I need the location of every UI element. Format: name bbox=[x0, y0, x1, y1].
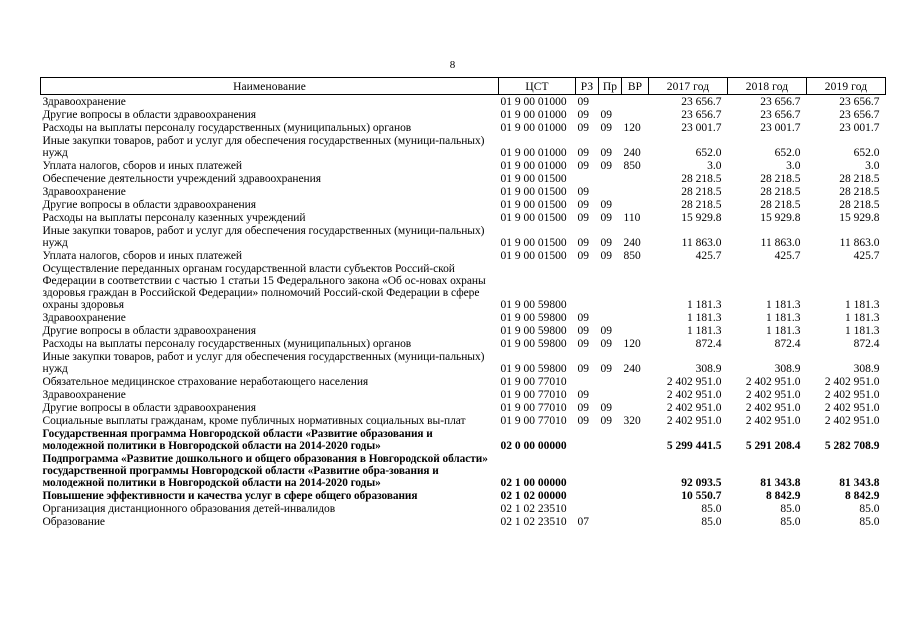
cell-cst: 01 9 00 77010 bbox=[500, 376, 567, 388]
table-row bbox=[41, 311, 886, 324]
cell-rz: 09 bbox=[577, 415, 589, 427]
cell-name: Здравоохранение bbox=[42, 312, 126, 324]
cell-y2018: 2 402 951.0 bbox=[745, 389, 801, 401]
cell-pr bbox=[599, 311, 622, 324]
cell-name: Повышение эффективности и качества услуг в сфере общего образования bbox=[42, 490, 418, 502]
cell-pr: 09 bbox=[600, 109, 612, 121]
cell-vr bbox=[622, 515, 649, 528]
cell-y2018: 3.0 bbox=[786, 160, 801, 172]
cell-y2019: 81 343.8 bbox=[839, 477, 880, 489]
header-2017: 2017 год bbox=[649, 78, 728, 95]
cell-y2017: 2 402 951.0 bbox=[666, 415, 722, 427]
cell-vr: 320 bbox=[623, 415, 641, 427]
cell-rz: 09 bbox=[577, 109, 589, 121]
cell-y2018: 85.0 bbox=[780, 516, 801, 528]
table-body bbox=[41, 95, 886, 529]
cell-y2019: 425.7 bbox=[853, 250, 880, 262]
cell-pr: 09 bbox=[600, 160, 612, 172]
cell-rz: 09 bbox=[577, 212, 589, 224]
cell-rz: 09 bbox=[577, 237, 589, 249]
cell-y2017: 1 181.3 bbox=[687, 325, 722, 337]
cell-pr bbox=[599, 489, 622, 502]
cell-pr: 09 bbox=[600, 199, 612, 211]
cell-cst: 02 1 02 23510 bbox=[500, 516, 567, 528]
table-row bbox=[41, 388, 886, 401]
cell-vr bbox=[622, 262, 649, 311]
cell-y2019: 1 181.3 bbox=[845, 325, 880, 337]
cell-y2018: 2 402 951.0 bbox=[745, 376, 801, 388]
cell-y2018: 872.4 bbox=[774, 338, 801, 350]
cell-name: Социальные выплаты гражданам, кроме публичных нормативных социальных вы-плат bbox=[42, 415, 466, 427]
cell-rz: 09 bbox=[577, 363, 589, 375]
cell-vr bbox=[622, 95, 649, 109]
cell-vr bbox=[622, 401, 649, 414]
header-2018: 2018 год bbox=[728, 78, 807, 95]
cell-cst: 01 9 00 01500 bbox=[500, 212, 567, 224]
cell-y2019: 2 402 951.0 bbox=[824, 389, 880, 401]
cell-y2017: 308.9 bbox=[695, 363, 722, 375]
table-row bbox=[41, 134, 886, 159]
cell-y2017: 1 181.3 bbox=[687, 312, 722, 324]
cell-y2017: 28 218.5 bbox=[681, 186, 722, 198]
page-number: 8 bbox=[449, 59, 456, 71]
cell-rz bbox=[576, 262, 599, 311]
cell-cst: 01 9 00 77010 bbox=[500, 415, 567, 427]
cell-name: Иные закупки товаров, работ и услуг для обеспечения государственных (муници-пальных) нужд bbox=[42, 135, 485, 159]
cell-y2017: 85.0 bbox=[701, 503, 722, 515]
cell-pr bbox=[599, 427, 622, 452]
header-cst: ЦСТ bbox=[499, 78, 576, 95]
cell-y2019: 23 656.7 bbox=[839, 109, 880, 121]
cell-y2019: 11 863.0 bbox=[839, 237, 880, 249]
cell-rz bbox=[576, 375, 599, 388]
cell-y2019: 652.0 bbox=[853, 147, 880, 159]
table-row bbox=[41, 211, 886, 224]
table-row bbox=[41, 414, 886, 427]
cell-y2018: 652.0 bbox=[774, 147, 801, 159]
cell-name: Иные закупки товаров, работ и услуг для обеспечения государственных (муници-пальных) нужд bbox=[42, 351, 485, 375]
cell-y2019: 2 402 951.0 bbox=[824, 415, 880, 427]
cell-vr bbox=[622, 198, 649, 211]
cell-y2017: 23 656.7 bbox=[681, 109, 722, 121]
cell-cst: 01 9 00 77010 bbox=[500, 402, 567, 414]
budget-table bbox=[40, 77, 886, 528]
table-row bbox=[41, 262, 886, 311]
cell-y2019: 85.0 bbox=[859, 503, 880, 515]
cell-pr: 09 bbox=[600, 325, 612, 337]
cell-name: Государственная программа Новгородской области «Развитие образования и молодежной политики в Новгородской области на 2014-2020 годы» bbox=[42, 428, 433, 452]
cell-rz: 09 bbox=[577, 186, 589, 198]
table-row bbox=[41, 489, 886, 502]
cell-y2019: 3.0 bbox=[865, 160, 880, 172]
cell-y2019: 2 402 951.0 bbox=[824, 402, 880, 414]
cell-y2017: 425.7 bbox=[695, 250, 722, 262]
cell-y2018: 1 181.3 bbox=[766, 325, 801, 337]
cell-y2017: 28 218.5 bbox=[681, 173, 722, 185]
cell-y2018: 1 181.3 bbox=[766, 312, 801, 324]
cell-rz: 09 bbox=[577, 325, 589, 337]
cell-rz bbox=[576, 427, 599, 452]
cell-y2019: 15 929.8 bbox=[839, 212, 880, 224]
cell-cst: 01 9 00 01000 bbox=[500, 122, 567, 134]
cell-rz bbox=[576, 172, 599, 185]
cell-rz: 09 bbox=[577, 338, 589, 350]
cell-cst: 01 9 00 59800 bbox=[500, 363, 567, 375]
cell-y2018: 2 402 951.0 bbox=[745, 402, 801, 414]
cell-cst: 01 9 00 01500 bbox=[500, 237, 567, 249]
cell-vr bbox=[622, 108, 649, 121]
table-row bbox=[41, 224, 886, 249]
table-row bbox=[41, 95, 886, 109]
cell-name: Организация дистанционного образования детей-инвалидов bbox=[42, 503, 336, 515]
cell-pr: 09 bbox=[600, 415, 612, 427]
cell-vr bbox=[622, 489, 649, 502]
cell-rz bbox=[576, 502, 599, 515]
cell-pr: 09 bbox=[600, 122, 612, 134]
cell-cst: 02 1 02 23510 bbox=[500, 503, 567, 515]
cell-cst: 01 9 00 77010 bbox=[500, 389, 567, 401]
cell-pr: 09 bbox=[600, 237, 612, 249]
cell-y2019: 23 656.7 bbox=[839, 96, 880, 108]
table-row bbox=[41, 375, 886, 388]
cell-y2019: 23 001.7 bbox=[839, 122, 880, 134]
cell-rz: 09 bbox=[577, 389, 589, 401]
cell-name: Другие вопросы в области здравоохранения bbox=[42, 325, 256, 337]
cell-y2019: 1 181.3 bbox=[845, 299, 880, 311]
cell-y2017: 85.0 bbox=[701, 516, 722, 528]
cell-y2018: 15 929.8 bbox=[760, 212, 801, 224]
cell-y2017: 15 929.8 bbox=[681, 212, 722, 224]
cell-name: Расходы на выплаты персоналу государственных (муниципальных) органов bbox=[42, 338, 412, 350]
cell-y2018: 23 656.7 bbox=[760, 109, 801, 121]
cell-y2017: 92 093.5 bbox=[681, 477, 722, 489]
cell-name: Обеспечение деятельности учреждений здравоохранения bbox=[42, 173, 321, 185]
cell-y2017: 3.0 bbox=[707, 160, 722, 172]
cell-pr: 09 bbox=[600, 338, 612, 350]
table-row bbox=[41, 401, 886, 414]
table-row bbox=[41, 324, 886, 337]
cell-y2017: 5 299 441.5 bbox=[666, 440, 722, 452]
cell-y2018: 1 181.3 bbox=[766, 299, 801, 311]
cell-y2017: 2 402 951.0 bbox=[666, 402, 722, 414]
cell-y2017: 2 402 951.0 bbox=[666, 389, 722, 401]
cell-name: Обязательное медицинское страхование неработающего населения bbox=[42, 376, 369, 388]
cell-pr bbox=[599, 375, 622, 388]
cell-rz: 09 bbox=[577, 199, 589, 211]
cell-cst: 01 9 00 01500 bbox=[500, 173, 567, 185]
cell-pr: 09 bbox=[600, 250, 612, 262]
cell-vr: 240 bbox=[623, 147, 641, 159]
cell-y2017: 28 218.5 bbox=[681, 199, 722, 211]
cell-y2018: 308.9 bbox=[774, 363, 801, 375]
cell-cst: 01 9 00 01000 bbox=[500, 109, 567, 121]
table-row bbox=[41, 249, 886, 262]
cell-y2018: 23 656.7 bbox=[760, 96, 801, 108]
cell-pr bbox=[599, 262, 622, 311]
cell-y2019: 28 218.5 bbox=[839, 186, 880, 198]
cell-y2019: 8 842.9 bbox=[845, 490, 880, 502]
cell-y2018: 85.0 bbox=[780, 503, 801, 515]
cell-name: Уплата налогов, сборов и иных платежей bbox=[42, 250, 243, 262]
cell-pr bbox=[599, 388, 622, 401]
cell-pr bbox=[599, 172, 622, 185]
cell-rz bbox=[576, 452, 599, 489]
cell-pr bbox=[599, 452, 622, 489]
cell-pr: 09 bbox=[600, 363, 612, 375]
cell-y2019: 1 181.3 bbox=[845, 312, 880, 324]
cell-cst: 01 9 00 01500 bbox=[500, 186, 567, 198]
cell-vr bbox=[622, 427, 649, 452]
cell-name: Другие вопросы в области здравоохранения bbox=[42, 402, 256, 414]
cell-rz: 09 bbox=[577, 312, 589, 324]
cell-y2018: 28 218.5 bbox=[760, 199, 801, 211]
cell-cst: 01 9 00 01500 bbox=[500, 250, 567, 262]
cell-y2017: 652.0 bbox=[695, 147, 722, 159]
cell-pr bbox=[599, 95, 622, 109]
cell-vr: 850 bbox=[623, 160, 641, 172]
cell-cst: 01 9 00 59800 bbox=[500, 312, 567, 324]
header-name: Наименование bbox=[41, 78, 499, 95]
cell-name: Здравоохранение bbox=[42, 96, 126, 108]
cell-y2019: 28 218.5 bbox=[839, 173, 880, 185]
cell-vr: 240 bbox=[623, 237, 641, 249]
cell-rz: 09 bbox=[577, 122, 589, 134]
cell-cst: 01 9 00 01500 bbox=[500, 199, 567, 211]
cell-name: Здравоохранение bbox=[42, 186, 126, 198]
cell-vr: 240 bbox=[623, 363, 641, 375]
cell-pr bbox=[599, 185, 622, 198]
cell-name: Уплата налогов, сборов и иных платежей bbox=[42, 160, 243, 172]
cell-y2019: 28 218.5 bbox=[839, 199, 880, 211]
cell-vr: 850 bbox=[623, 250, 641, 262]
cell-vr: 120 bbox=[623, 338, 641, 350]
table-row bbox=[41, 172, 886, 185]
cell-name: Расходы на выплаты персоналу государственных (муниципальных) органов bbox=[42, 122, 412, 134]
cell-name: Образование bbox=[42, 516, 105, 528]
cell-vr bbox=[622, 324, 649, 337]
cell-y2019: 85.0 bbox=[859, 516, 880, 528]
table-row bbox=[41, 515, 886, 528]
cell-y2019: 308.9 bbox=[853, 363, 880, 375]
cell-vr bbox=[622, 311, 649, 324]
cell-cst: 01 9 00 01000 bbox=[500, 160, 567, 172]
cell-y2017: 1 181.3 bbox=[687, 299, 722, 311]
cell-y2018: 8 842.9 bbox=[766, 490, 801, 502]
cell-name: Подпрограмма «Развитие дошкольного и общего образования в Новгородской области» государственной программы Новгородской области «Развитие обра-зования и молодежной политики в Новгородской области на 2014-2020 годы» bbox=[42, 453, 488, 489]
cell-y2019: 5 282 708.9 bbox=[824, 440, 880, 452]
table-row bbox=[41, 159, 886, 172]
cell-cst: 01 9 00 59800 bbox=[500, 299, 567, 311]
cell-vr bbox=[622, 452, 649, 489]
table-row bbox=[41, 452, 886, 489]
cell-rz: 09 bbox=[577, 147, 589, 159]
cell-vr bbox=[622, 502, 649, 515]
cell-y2017: 23 001.7 bbox=[681, 122, 722, 134]
table-row bbox=[41, 121, 886, 134]
cell-name: Другие вопросы в области здравоохранения bbox=[42, 109, 256, 121]
cell-vr bbox=[622, 185, 649, 198]
cell-vr bbox=[622, 375, 649, 388]
header-2019: 2019 год bbox=[807, 78, 886, 95]
cell-y2019: 2 402 951.0 bbox=[824, 376, 880, 388]
cell-y2017: 10 550.7 bbox=[681, 490, 722, 502]
cell-pr bbox=[599, 515, 622, 528]
header-rz: РЗ bbox=[576, 78, 599, 95]
cell-vr bbox=[622, 388, 649, 401]
cell-cst: 01 9 00 01000 bbox=[500, 96, 567, 108]
table-row bbox=[41, 502, 886, 515]
cell-name: Здравоохранение bbox=[42, 389, 126, 401]
cell-y2017: 2 402 951.0 bbox=[666, 376, 722, 388]
cell-y2017: 872.4 bbox=[695, 338, 722, 350]
cell-rz: 09 bbox=[577, 160, 589, 172]
cell-vr: 120 bbox=[623, 122, 641, 134]
cell-y2018: 81 343.8 bbox=[760, 477, 801, 489]
table-header-row bbox=[41, 78, 886, 95]
cell-vr bbox=[622, 172, 649, 185]
cell-pr bbox=[599, 502, 622, 515]
cell-cst: 01 9 00 59800 bbox=[500, 338, 567, 350]
cell-y2017: 23 656.7 bbox=[681, 96, 722, 108]
table-row bbox=[41, 198, 886, 211]
cell-name: Другие вопросы в области здравоохранения bbox=[42, 199, 256, 211]
cell-cst: 02 1 00 00000 bbox=[500, 477, 567, 489]
cell-rz: 09 bbox=[577, 96, 589, 108]
cell-name: Иные закупки товаров, работ и услуг для обеспечения государственных (муници-пальных) нужд bbox=[42, 225, 485, 249]
table-row bbox=[41, 337, 886, 350]
header-vr: ВР bbox=[622, 78, 649, 95]
cell-name: Осуществление переданных органам государственной власти субъектов Россий-ской Федерации в соответствии с частью 1 статьи 15 Федерального закона «Об ос-новах охраны здоровья граждан в Российской Федерации» полномочий Россий-ской Федерации в сфере охраны здоровья bbox=[42, 263, 486, 311]
cell-rz bbox=[576, 489, 599, 502]
cell-rz: 09 bbox=[577, 402, 589, 414]
cell-y2018: 2 402 951.0 bbox=[745, 415, 801, 427]
cell-vr: 110 bbox=[623, 212, 641, 224]
cell-y2018: 28 218.5 bbox=[760, 186, 801, 198]
cell-y2019: 872.4 bbox=[853, 338, 880, 350]
table-row bbox=[41, 108, 886, 121]
header-pr: Пр bbox=[599, 78, 622, 95]
cell-rz: 09 bbox=[577, 250, 589, 262]
cell-cst: 02 0 00 00000 bbox=[500, 440, 567, 452]
cell-name: Расходы на выплаты персоналу казенных учреждений bbox=[42, 212, 306, 224]
cell-y2018: 28 218.5 bbox=[760, 173, 801, 185]
cell-y2018: 11 863.0 bbox=[760, 237, 801, 249]
cell-pr: 09 bbox=[600, 212, 612, 224]
cell-y2018: 5 291 208.4 bbox=[745, 440, 801, 452]
cell-y2018: 23 001.7 bbox=[760, 122, 801, 134]
cell-rz: 07 bbox=[577, 516, 589, 528]
cell-cst: 01 9 00 59800 bbox=[500, 325, 567, 337]
cell-cst: 01 9 00 01000 bbox=[500, 147, 567, 159]
cell-y2017: 11 863.0 bbox=[681, 237, 722, 249]
cell-pr: 09 bbox=[600, 147, 612, 159]
cell-cst: 02 1 02 00000 bbox=[500, 490, 567, 502]
table-row bbox=[41, 427, 886, 452]
cell-y2018: 425.7 bbox=[774, 250, 801, 262]
table-row bbox=[41, 350, 886, 375]
table-row bbox=[41, 185, 886, 198]
cell-pr: 09 bbox=[600, 402, 612, 414]
